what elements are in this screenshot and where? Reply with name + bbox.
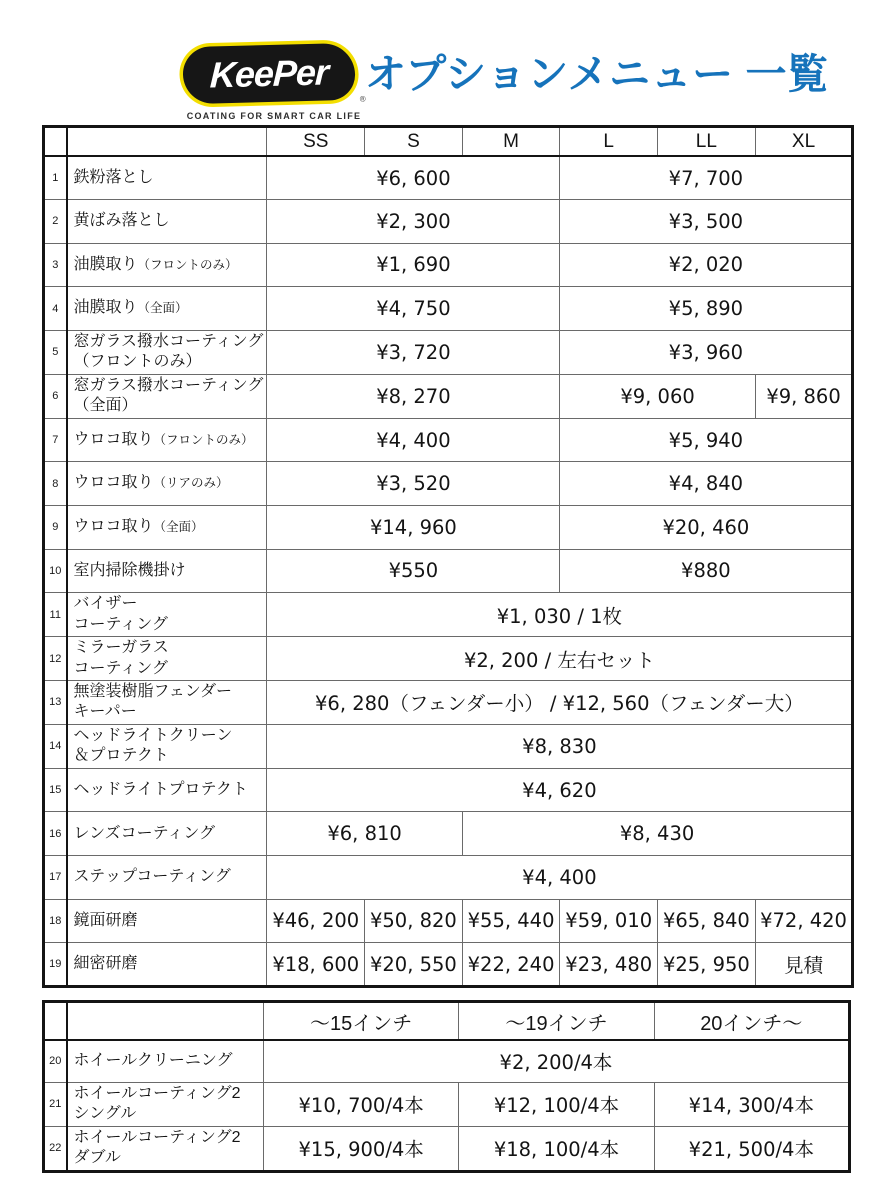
registered-trademark-icon: ® (359, 94, 366, 104)
header-blank-name-cell (67, 1002, 264, 1041)
price-cell: ¥20, 460 (560, 505, 853, 549)
price-cell: ¥50, 820 (365, 899, 463, 943)
service-name-text: ホイールコーティング2 (73, 1084, 241, 1102)
table-row (44, 856, 853, 900)
service-name-text: ホイールクリーニング (73, 1052, 233, 1070)
row-number: 18 (44, 899, 67, 943)
service-name-line2: コーティング (73, 659, 168, 677)
table-row (44, 243, 853, 287)
service-name-text: ウロコ取り (73, 518, 154, 535)
price-cell: ¥3, 520 (267, 462, 560, 506)
service-name-text: ホイールコーティング2 (73, 1128, 241, 1146)
price-cell: ¥5, 940 (560, 418, 853, 462)
service-name-text: 鏡面研磨 (73, 911, 138, 929)
header-blank-number-cell (44, 1002, 67, 1041)
service-name-note: （全面） (153, 520, 204, 534)
service-name-text: ウロコ取り (73, 430, 154, 448)
service-name (67, 943, 267, 987)
service-name (67, 812, 267, 856)
table-row (44, 330, 853, 374)
row-number: 3 (44, 243, 67, 287)
service-name-text: ヘッドライトプロテクト (73, 780, 248, 798)
column-header: SS (267, 127, 365, 157)
row-number: 8 (44, 462, 67, 506)
row-number: 4 (44, 287, 67, 331)
service-name (67, 1082, 264, 1126)
service-name-text: レンズコーティング (73, 824, 216, 842)
table-row (44, 418, 853, 462)
service-name-text: 室内掃除機掛け (73, 561, 186, 579)
price-cell: ¥1, 690 (267, 243, 560, 287)
column-header: M (462, 127, 560, 157)
service-name (67, 287, 267, 331)
service-name-text: 油膜取り (73, 299, 138, 317)
price-cell: ¥21, 500/4本 (654, 1126, 849, 1171)
column-header: XL (755, 127, 853, 157)
column-header: LL (658, 127, 756, 157)
service-name-note: （全面） (137, 301, 188, 316)
header-blank-number-cell (44, 127, 67, 157)
service-name-line2: ＆プロテクト (73, 747, 169, 765)
price-cell: ¥4, 400 (267, 856, 853, 900)
price-cell: ¥2, 300 (267, 200, 560, 244)
price-cell: ¥22, 240 (462, 943, 560, 987)
column-header: ～19インチ (459, 1002, 654, 1041)
row-number: 10 (44, 549, 67, 593)
service-name (67, 200, 267, 244)
table-row (44, 681, 853, 725)
table-row (44, 899, 853, 943)
service-name-text: ステップコーティング (73, 868, 231, 886)
row-number: 1 (44, 156, 67, 200)
row-number: 5 (44, 330, 67, 374)
table-row (44, 593, 853, 637)
price-cell: ¥8, 270 (267, 374, 560, 418)
service-name (67, 374, 267, 418)
price-cell: ¥2, 020 (560, 243, 853, 287)
keeper-logo (183, 45, 365, 121)
price-cell: ¥18, 100/4本 (459, 1126, 654, 1171)
service-name (67, 899, 267, 943)
price-cell: ¥6, 810 (267, 812, 462, 856)
keeper-logo-text: KeePer (209, 50, 329, 96)
service-name (67, 549, 267, 593)
service-name-text: バイザー (73, 595, 138, 613)
service-name (67, 681, 267, 725)
service-name (67, 856, 267, 900)
price-cell: ¥15, 900/4本 (264, 1126, 459, 1171)
price-cell: ¥9, 860 (755, 374, 853, 418)
service-name-line2: キーパー (73, 703, 137, 721)
price-cell: ¥6, 600 (267, 156, 560, 200)
service-name-line2: コーティング (73, 615, 168, 633)
price-cell: ¥4, 620 (267, 768, 853, 812)
price-cell: ¥18, 600 (267, 943, 365, 987)
service-name-text: ミラーガラス (73, 639, 169, 657)
table-row (44, 200, 853, 244)
price-cell: ¥4, 840 (560, 462, 853, 506)
service-name (67, 330, 267, 374)
price-cell: ¥72, 420 (755, 899, 853, 943)
price-cell: ¥5, 890 (560, 287, 853, 331)
table-row (44, 1040, 850, 1082)
service-name-text: 油膜取り (73, 255, 138, 273)
price-cell: ¥880 (560, 549, 853, 593)
price-cell: ¥2, 200/4本 (264, 1040, 850, 1082)
price-cell: ¥550 (267, 549, 560, 593)
row-number: 19 (44, 943, 67, 987)
service-name-note: （リアのみ） (153, 476, 229, 491)
service-name-note: （フロントのみ） (137, 257, 238, 272)
row-number: 12 (44, 637, 67, 681)
price-cell: ¥3, 500 (560, 200, 853, 244)
row-number: 7 (44, 418, 67, 462)
row-number: 20 (44, 1040, 67, 1082)
column-header: S (365, 127, 463, 157)
price-cell: ¥12, 100/4本 (459, 1082, 654, 1126)
service-name-line2: シングル (73, 1105, 137, 1123)
service-name (67, 156, 267, 200)
price-cell: ¥20, 550 (365, 943, 463, 987)
row-number: 16 (44, 812, 67, 856)
size-price-table (42, 125, 854, 988)
table-row (44, 549, 853, 593)
table-row (44, 637, 853, 681)
service-name (67, 1040, 264, 1082)
page-title: オプションメニュー 一覧 (365, 51, 829, 97)
price-cell: ¥6, 280（フェンダー小） / ¥12, 560（フェンダー大） (267, 681, 853, 725)
price-cell: ¥2, 200 / 左右セット (267, 637, 853, 681)
service-name (67, 593, 267, 637)
price-cell: ¥8, 430 (462, 812, 853, 856)
table-header-row (44, 127, 853, 157)
service-name (67, 243, 267, 287)
header-blank-name-cell (67, 127, 267, 157)
row-number: 9 (44, 505, 67, 549)
price-cell: ¥3, 720 (267, 330, 560, 374)
service-name (67, 637, 267, 681)
row-number: 21 (44, 1082, 67, 1126)
table-row (44, 287, 853, 331)
price-cell: ¥14, 300/4本 (654, 1082, 849, 1126)
service-name (67, 418, 267, 462)
service-name-text: 鉄粉落とし (73, 168, 154, 186)
price-cell: ¥65, 840 (658, 899, 756, 943)
price-cell: ¥25, 950 (658, 943, 756, 987)
logo-tagline: COATING FOR SMART CAR LIFE (186, 111, 362, 121)
service-name-text: ヘッドライトクリーン (73, 726, 233, 744)
service-name-line2: （全面） (73, 397, 138, 415)
service-name (67, 768, 267, 812)
service-name-text: 窓ガラス撥水コーティング (73, 376, 264, 394)
table-row (44, 156, 853, 200)
keeper-logo-badge (182, 43, 366, 104)
table-row (44, 943, 853, 987)
column-header: ～15インチ (264, 1002, 459, 1041)
price-cell: ¥4, 750 (267, 287, 560, 331)
column-header: L (560, 127, 658, 157)
column-header: 20インチ～ (654, 1002, 849, 1041)
service-name-line2: ダブル (73, 1149, 121, 1167)
price-cell: ¥1, 030 / 1枚 (267, 593, 853, 637)
service-name (67, 724, 267, 768)
price-cell: ¥59, 010 (560, 899, 658, 943)
row-number: 11 (44, 593, 67, 637)
row-number: 13 (44, 681, 67, 725)
price-cell: ¥7, 700 (560, 156, 853, 200)
price-cell: ¥46, 200 (267, 899, 365, 943)
table-row (44, 505, 853, 549)
service-name-text: 細密研磨 (73, 954, 138, 972)
price-cell: ¥8, 830 (267, 724, 853, 768)
table-row (44, 768, 853, 812)
price-cell: ¥55, 440 (462, 899, 560, 943)
price-cell: ¥10, 700/4本 (264, 1082, 459, 1126)
price-cell: ¥9, 060 (560, 374, 755, 418)
service-name-text: 無塗装樹脂フェンダー (73, 683, 233, 700)
row-number: 2 (44, 200, 67, 244)
price-cell: ¥3, 960 (560, 330, 853, 374)
service-name-text: ウロコ取り (73, 474, 154, 492)
price-cell: ¥23, 480 (560, 943, 658, 987)
service-name (67, 1126, 264, 1171)
table-row (44, 374, 853, 418)
price-cell: ¥4, 400 (267, 418, 560, 462)
table-row (44, 1082, 850, 1126)
service-name-text: 窓ガラス撥水コーティング (73, 332, 264, 350)
price-cell: ¥14, 960 (267, 505, 560, 549)
table-row (44, 724, 853, 768)
row-number: 22 (44, 1126, 67, 1171)
row-number: 14 (44, 724, 67, 768)
table-row (44, 1126, 850, 1171)
service-name (67, 505, 267, 549)
row-number: 6 (44, 374, 67, 418)
service-name-text: 黄ばみ落とし (73, 212, 170, 230)
table-row (44, 462, 853, 506)
service-name-line2: （フロントのみ） (73, 353, 202, 371)
row-number: 17 (44, 856, 67, 900)
wheel-price-table (42, 1000, 851, 1173)
service-name (67, 462, 267, 506)
price-cell: 見積 (755, 943, 853, 987)
service-name-note: （フロントのみ） (153, 432, 254, 447)
row-number: 15 (44, 768, 67, 812)
table-row (44, 812, 853, 856)
table-header-row (44, 1002, 850, 1041)
